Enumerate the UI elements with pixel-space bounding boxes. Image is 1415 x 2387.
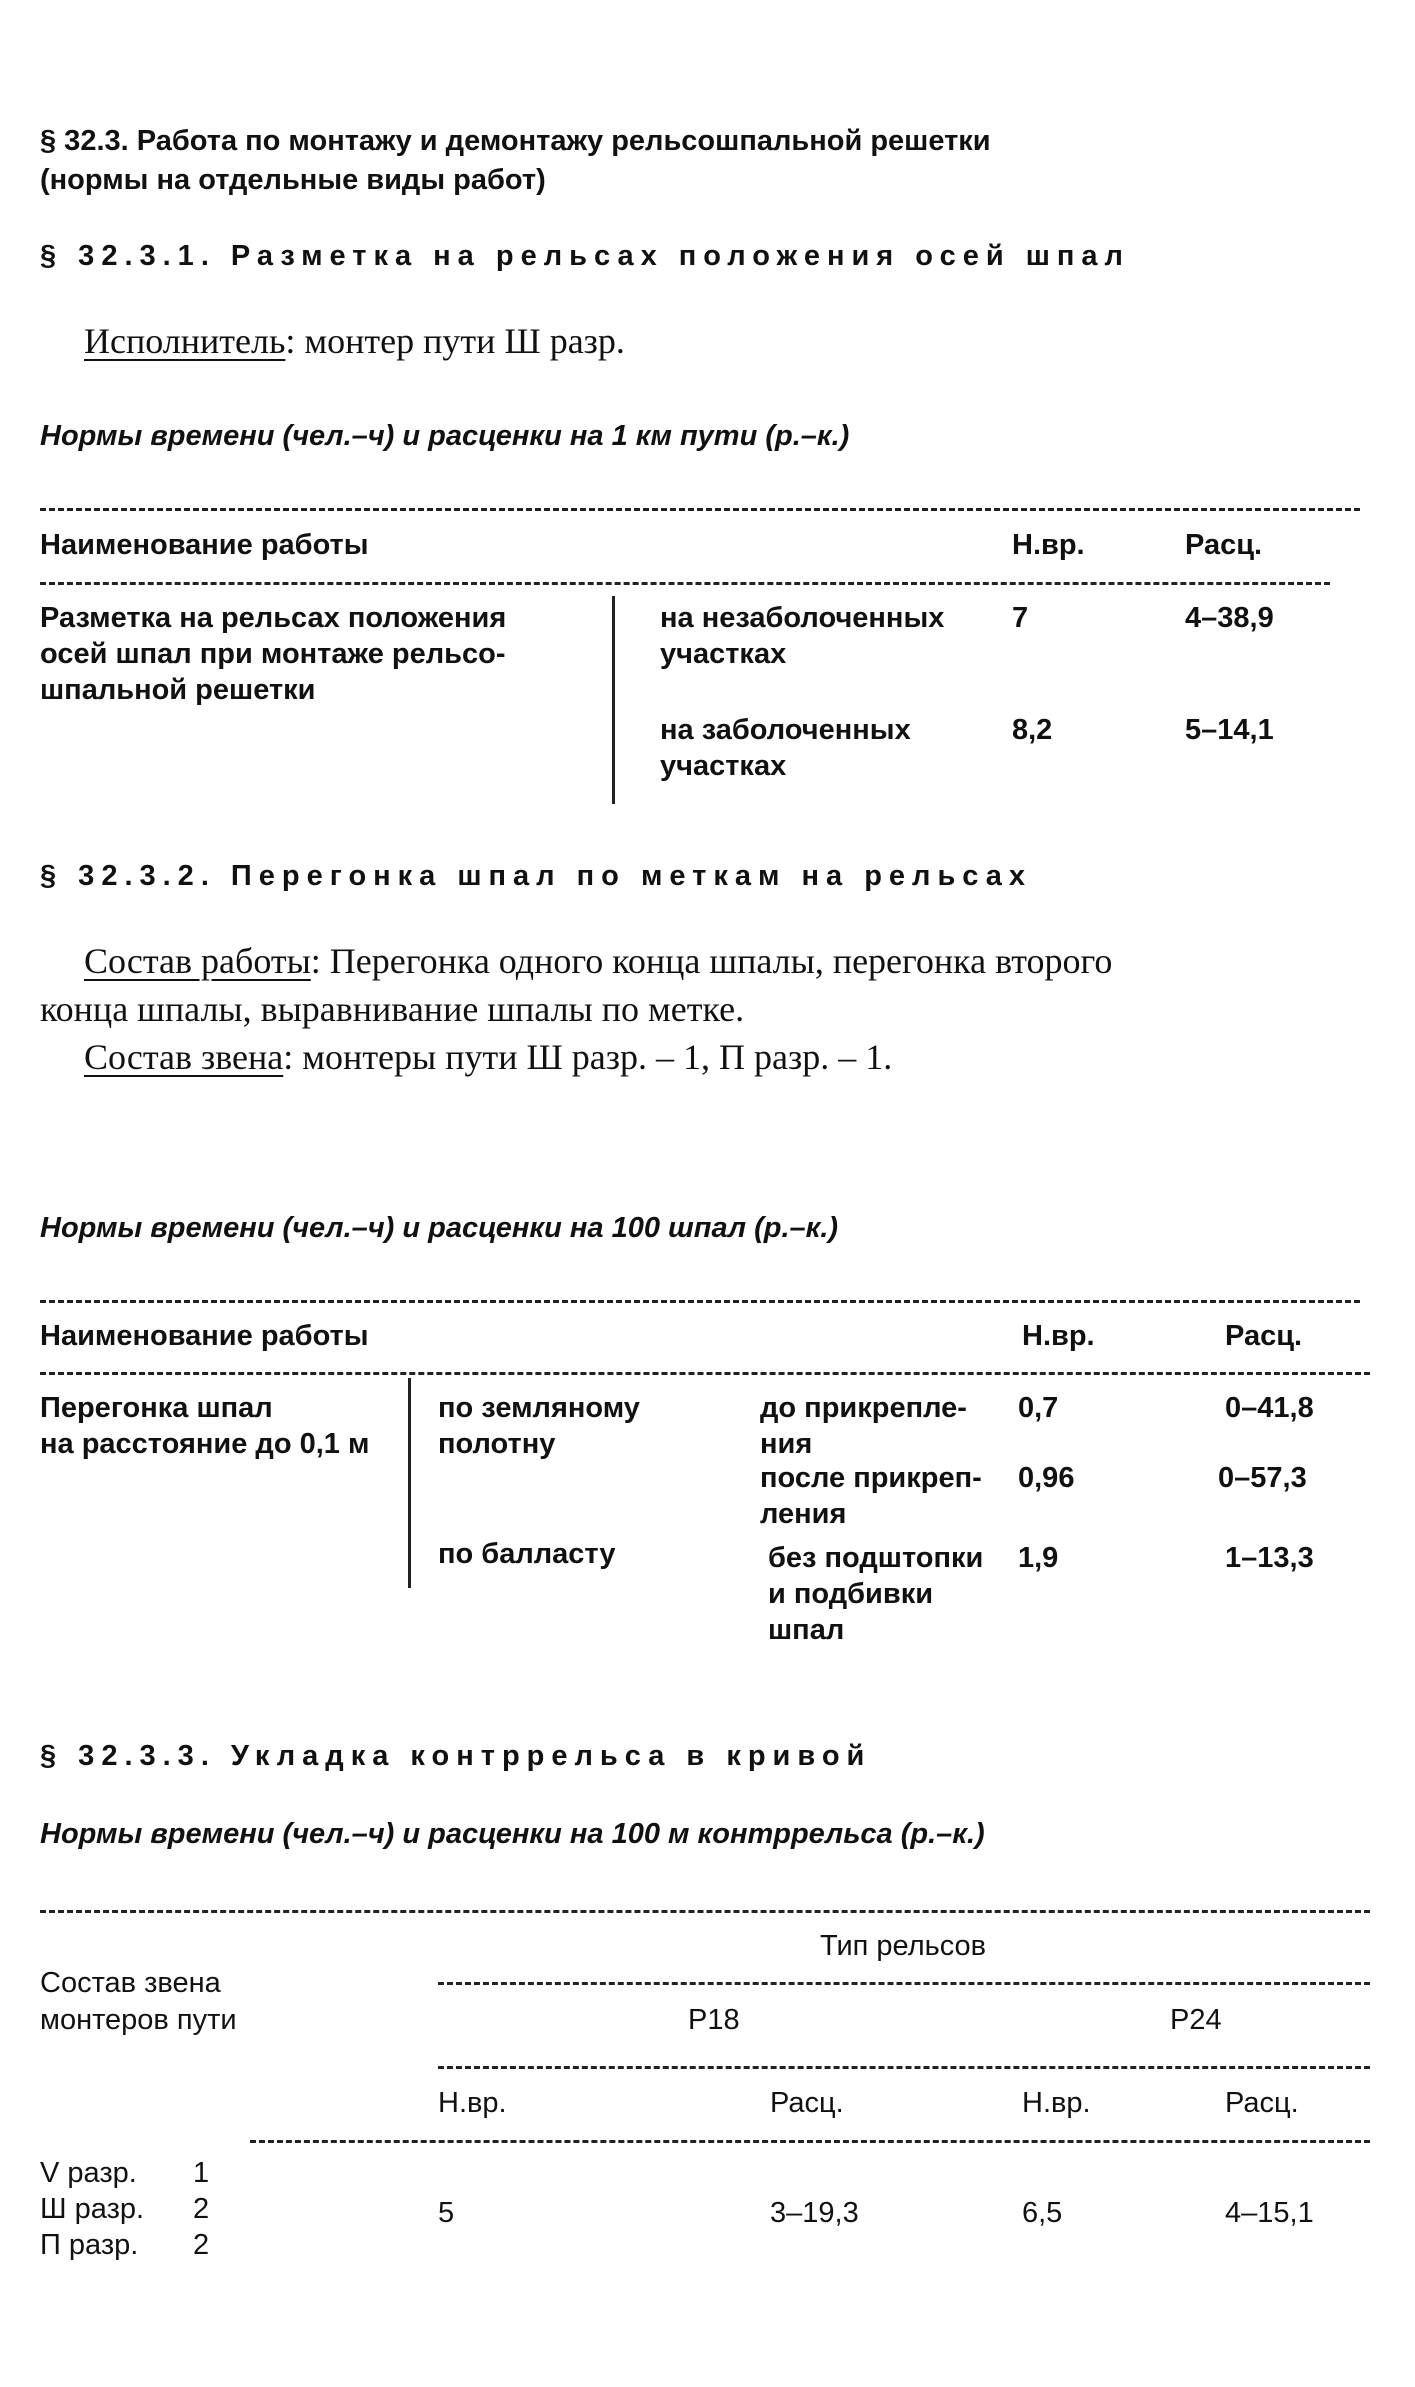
table1-top-rule (40, 508, 1360, 511)
table1-row1-cond-1: на незаболоченных (660, 602, 945, 634)
table1-work-line-3: шпальной решетки (40, 674, 316, 706)
table1-col-rasc: Расц. (1185, 529, 1263, 561)
table1-row2-rasc: 5–14,1 (1185, 714, 1274, 746)
table1-row2-cond-2: участках (660, 750, 787, 782)
table2-col-nvr: Н.вр. (1022, 1320, 1095, 1352)
table2-work-line-1: Перегонка шпал (40, 1392, 273, 1424)
table2-row1-nvr: 0,7 (1018, 1392, 1059, 1424)
table1-row2-nvr: 8,2 (1012, 714, 1053, 746)
norms-caption-2: Нормы времени (чел.–ч) и расценки на 100 шпал (р.–к.) (40, 1212, 839, 1244)
performer-text: : монтер пути Ш разр. (285, 321, 625, 361)
section-32-3-title-line1: § 32.3. Работа по монтажу и демонтажу рельсошпальной решетки (40, 125, 991, 157)
table2-base-1-line-2: полотну (438, 1428, 556, 1460)
table1-work-line-2: осей шпал при монтаже рельсо- (40, 638, 506, 670)
table3-team-grade-2: Ш разр. (40, 2193, 145, 2225)
section-32-3-1-title: § 32.3.1. Разметка на рельсах положения осей шпал (40, 240, 1130, 272)
team-label: Состав звена (84, 1037, 284, 1077)
table3-rail-type: Тип рельсов (820, 1930, 987, 1962)
table1-row1-nvr: 7 (1012, 602, 1029, 634)
table2-row1-cond-1: до прикрепле- (760, 1392, 967, 1424)
table3-p18-nvr: 5 (438, 2197, 455, 2229)
table3-p24-rasc-head: Расц. (1225, 2087, 1299, 2119)
table2-row1-cond-2: ния (760, 1428, 813, 1460)
table1-work-line-1: Разметка на рельсах положения (40, 602, 507, 634)
work-line-2: конца шпалы, выравнивание шпалы по метке. (40, 989, 745, 1029)
table2-row2-cond-1: после прикреп- (760, 1462, 982, 1494)
table3-p24-nvr-head: Н.вр. (1022, 2087, 1091, 2119)
team-line (84, 1036, 892, 1078)
table2-row2-rasc: 0–57,3 (1218, 1462, 1307, 1494)
performer-label: Исполнитель (84, 321, 286, 361)
table3-p18-rasc-head: Расц. (770, 2087, 844, 2119)
table2-row3-nvr: 1,9 (1018, 1542, 1059, 1574)
table3-p24: Р24 (1170, 2004, 1222, 2036)
performer-line (84, 320, 625, 362)
table2-header-rule (40, 1372, 1370, 1375)
table3-p18: Р18 (688, 2004, 740, 2036)
table3-sub-rule (438, 2066, 1370, 2069)
table3-p18-nvr-head: Н.вр. (438, 2087, 507, 2119)
work-label: Состав работы (84, 941, 311, 981)
table3-p24-rasc: 4–15,1 (1225, 2197, 1314, 2229)
table3-team-count-1: 1 (193, 2157, 210, 2189)
table3-col-team-1: Состав звена (40, 1967, 221, 1999)
table2-base-2-line-1: по балласту (438, 1538, 616, 1570)
table3-col-team-2: монтеров пути (40, 2004, 237, 2036)
team-text: : монтеры пути Ш разр. – 1, П разр. – 1. (283, 1037, 893, 1077)
table2-row1-rasc: 0–41,8 (1225, 1392, 1314, 1424)
table1-brace (612, 596, 615, 804)
table3-header-rule (250, 2140, 1370, 2143)
table2-row3-rasc: 1–13,3 (1225, 1542, 1314, 1574)
section-32-3-2-title: § 32.3.2. Перегонка шпал по меткам на рельсах (40, 860, 1033, 892)
table2-top-rule (40, 1300, 1360, 1303)
table2-row3-cond-1: без подштопки (768, 1542, 984, 1574)
norms-caption-1: Нормы времени (чел.–ч) и расценки на 1 км пути (р.–к.) (40, 420, 850, 452)
table3-team-count-3: 2 (193, 2229, 210, 2261)
table1-header-rule (40, 582, 1330, 585)
table1-row1-rasc: 4–38,9 (1185, 602, 1274, 634)
table2-col-rasc: Расц. (1225, 1320, 1303, 1352)
work-line-1 (84, 940, 1112, 982)
table3-rail-rule (438, 1982, 1370, 1985)
table2-brace (408, 1378, 411, 1588)
table3-team-grade-3: П разр. (40, 2229, 139, 2261)
table2-row3-cond-3: шпал (768, 1614, 845, 1646)
table1-row1-cond-2: участках (660, 638, 787, 670)
table2-row2-cond-2: ления (760, 1498, 847, 1530)
table1-col-nvr: Н.вр. (1012, 529, 1085, 561)
section-32-3-3-title: § 32.3.3. Укладка контррельса в кривой (40, 1740, 872, 1772)
table3-p18-rasc: 3–19,3 (770, 2197, 859, 2229)
table3-top-rule (40, 1910, 1370, 1913)
table2-base-1-line-1: по земляному (438, 1392, 640, 1424)
table2-row2-nvr: 0,96 (1018, 1462, 1075, 1494)
table3-team-count-2: 2 (193, 2193, 210, 2225)
table1-row2-cond-1: на заболоченных (660, 714, 911, 746)
table2-col-name: Наименование работы (40, 1320, 369, 1352)
section-32-3-title-line2: (нормы на отдельные виды работ) (40, 164, 546, 196)
work-text-1: : Перегонка одного конца шпалы, перегонка второго (310, 941, 1113, 981)
table1-col-name: Наименование работы (40, 529, 369, 561)
table3-p24-nvr: 6,5 (1022, 2197, 1063, 2229)
table2-work-line-2: на расстояние до 0,1 м (40, 1428, 370, 1460)
table2-row3-cond-2: и подбивки (768, 1578, 934, 1610)
table3-team-grade-1: V разр. (40, 2157, 137, 2189)
norms-caption-3: Нормы времени (чел.–ч) и расценки на 100 м контррельса (р.–к.) (40, 1818, 985, 1850)
